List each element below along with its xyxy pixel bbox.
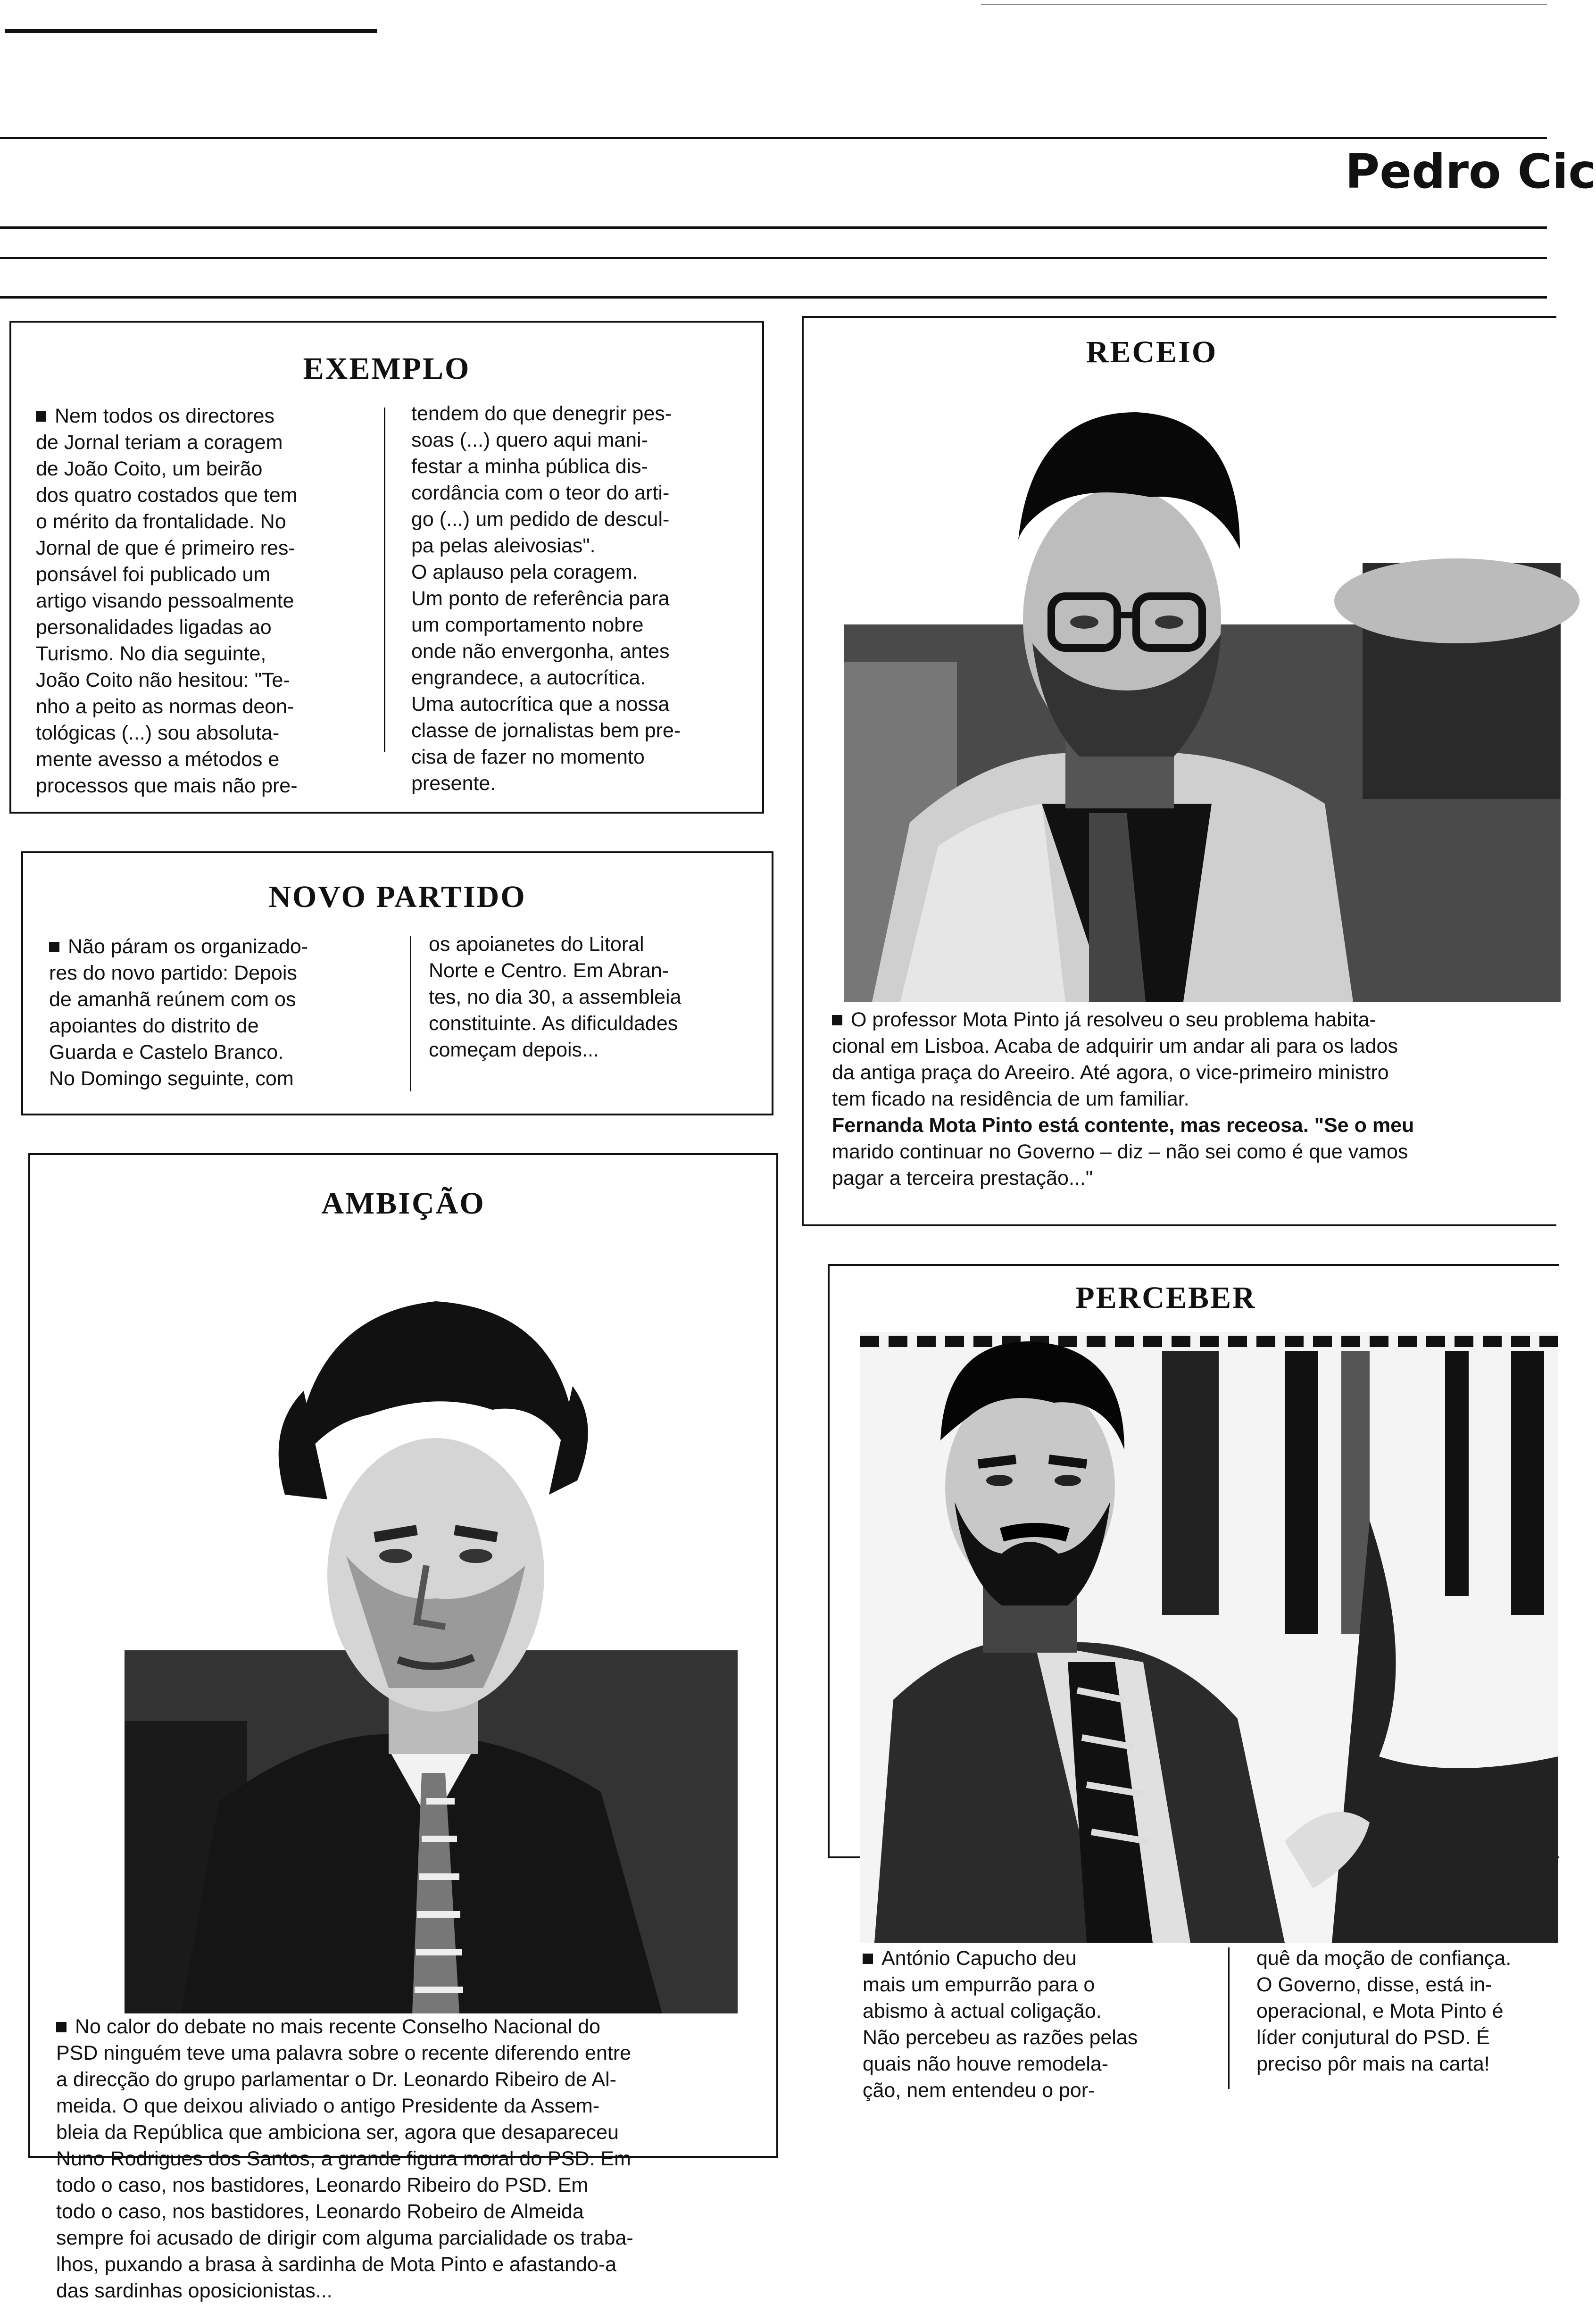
ambicao-line-6: Nuno Rodrigues dos Santos, a grande figura moral do PSD. Em	[56, 2147, 631, 2170]
header-rule-2	[0, 226, 1547, 229]
novo-partido-col2: os apoianetes do Litoral Norte e Centro. Em Abran- tes, no dia 30, a assembleia constituinte. As dificuldades começam depois...	[429, 933, 682, 1061]
bullet-square-icon	[832, 1015, 842, 1025]
perceber-box	[828, 1264, 1559, 2102]
receio-text	[832, 1006, 1558, 1191]
receio-line-6: marido continuar no Governo – diz – não sei como é que vamos	[832, 1140, 1408, 1163]
receio-title: RECEIO	[1086, 335, 1218, 369]
receio-line-5: Fernanda Mota Pinto está contente, mas receosa. "Se o meu	[832, 1114, 1414, 1137]
receio-line-3: da antiga praça do Areeiro. Até agora, o vice-primeiro ministro	[832, 1061, 1389, 1084]
perceber-col1	[863, 1945, 1193, 2104]
bullet-square-icon	[49, 942, 59, 952]
ambicao-line-2: PSD ninguém teve uma palavra sobre o recente diferendo entre	[56, 2042, 632, 2064]
bullet-square-icon	[863, 1954, 873, 1964]
header-rule-1	[0, 137, 1547, 139]
ambicao-line-9: sempre foi acusado de dirigir com alguma parcialidade os traba-	[56, 2227, 633, 2249]
receio-line-4: tem ficado na residência de um familiar.	[832, 1088, 1189, 1110]
perceber-portrait-photo	[860, 1332, 1558, 1943]
novo-partido-box	[21, 851, 773, 1115]
bullet-square-icon	[36, 411, 46, 422]
receio-line-7: pagar a terceira prestação..."	[832, 1167, 1093, 1189]
exemplo-box	[9, 321, 764, 814]
novo-partido-col1-text: Não páram os organizado- res do novo partido: Depois de amanhã reúnem com os apoiantes do distrito de Guarda e Castelo Branco. No Domingo seguinte, com	[49, 935, 308, 1090]
ambicao-portrait-photo	[125, 1273, 738, 2013]
novo-partido-col1	[49, 933, 393, 1092]
ambicao-box	[28, 1153, 778, 2302]
ambicao-line-10: lhos, puxando a brasa à sardinha de Mota Pinto e afastando-a	[56, 2253, 617, 2276]
exemplo-col1-text: Nem todos os directores de Jornal teriam a coragem de João Coito, um beirão dos quatro costados que tem o mérito da frontalidade. No Jornal de que é primeiro res- ponsável foi publicado um artigo visando pessoalmente personalidades ligadas ao Turismo. No dia seguinte, João Coito não hesitou: "Te- nho a peito as normas deon- tológicas (...) sou absoluta- mente avesso a métodos e processos que mais não pre-	[36, 405, 298, 797]
bullet-square-icon	[56, 2022, 66, 2032]
exemplo-title: EXEMPLO	[303, 351, 471, 386]
perceber-column-divider	[1228, 1947, 1230, 2089]
ambicao-line-7: todo o caso, nos bastidores, Leonardo Ribeiro do PSD. Em	[56, 2174, 589, 2196]
top-left-rule	[5, 29, 377, 33]
page-header-name: Pedro Cic	[1345, 144, 1596, 199]
exemplo-col2: tendem do que denegrir pes- soas (...) quero aqui mani- festar a minha pública dis- cordância com o teor do arti- go (...) um pedido de descul- pa pelas aleivosias". O aplauso pela coragem. Um ponto de referência para um comportamento nobre onde não envergonha, antes engrandece, a autocrítica. Uma autocrítica que a nossa classe de jornalistas bem pre- cisa de fazer no momento presente.	[411, 402, 681, 795]
novo-partido-column-divider	[410, 936, 411, 1091]
ambicao-text	[56, 2013, 759, 2304]
receio-portrait-photo	[844, 398, 1561, 1002]
receio-line-2: cional em Lisboa. Acaba de adquirir um andar ali para os lados	[832, 1035, 1398, 1057]
receio-line-1: O professor Mota Pinto já resolveu o seu problema habita-	[832, 1006, 1558, 1033]
exemplo-column-divider	[384, 408, 385, 752]
ambicao-line-8: todo o caso, nos bastidores, Leonardo Robeiro de Almeida	[56, 2200, 584, 2223]
ambicao-line-5: bleia da República que ambiciona ser, agora que desapareceu	[56, 2121, 619, 2144]
ambicao-title: AMBIÇÃO	[321, 1186, 485, 1221]
perceber-title: PERCEBER	[1075, 1281, 1256, 1315]
ambicao-line-3: a direcção do grupo parlamentar o Dr. Leonardo Ribeiro de Al-	[56, 2068, 616, 2091]
exemplo-col1	[36, 403, 366, 799]
header-rule-4	[0, 296, 1547, 299]
perceber-col2: quê da moção de confiança. O Governo, disse, está in- operacional, e Mota Pinto é líder conjutural do PSD. É preciso pôr mais na carta!	[1256, 1945, 1587, 2077]
receio-box	[802, 316, 1556, 1226]
ambicao-line-1: No calor do debate no mais recente Conselho Nacional do	[56, 2013, 759, 2040]
top-right-rule	[981, 4, 1547, 5]
perceber-col1-text: António Capucho deu mais um empurrão para o abismo à actual coligação. Não percebeu as razões pelas quais não houve remodela- ção, nem entendeu o por-	[863, 1947, 1138, 2102]
header-rule-3	[0, 257, 1547, 259]
ambicao-line-11: das sardinhas oposicionistas...	[56, 2279, 332, 2302]
ambicao-line-4: meida. O que deixou aliviado o antigo Presidente da Assem-	[56, 2095, 600, 2117]
novo-partido-title: NOVO PARTIDO	[268, 880, 526, 914]
